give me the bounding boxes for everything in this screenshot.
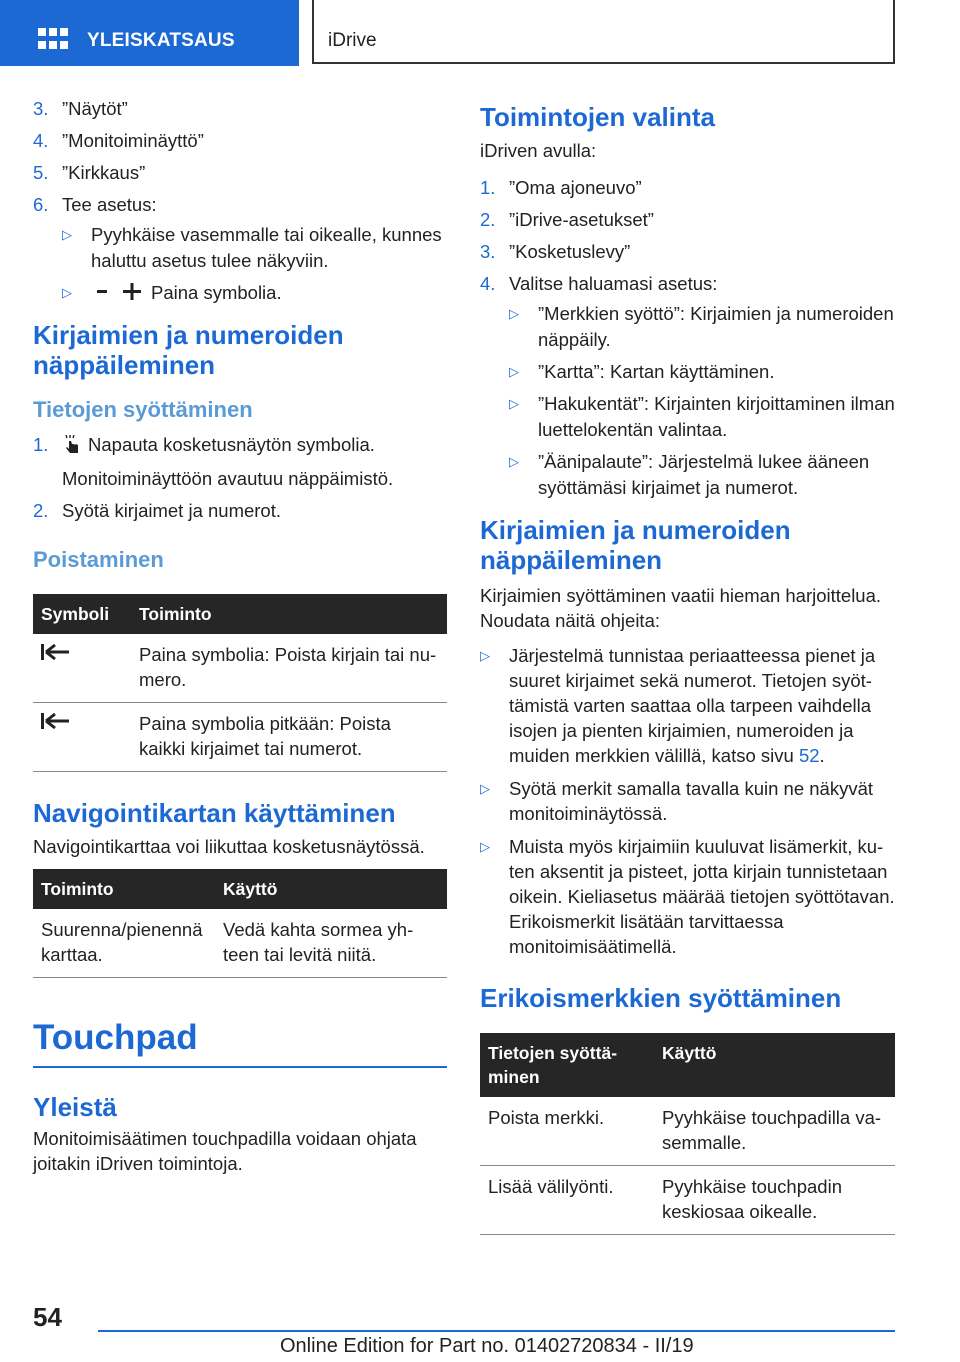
list-item (33, 96, 447, 122)
backspace-icon-cell (33, 703, 131, 772)
bullet-item (480, 834, 895, 959)
heading-poistaminen: Poistaminen (33, 547, 164, 572)
step-text: ”Monitoiminäyttö” (62, 130, 204, 151)
step-text: ”Oma ajoneuvo” (509, 177, 642, 198)
list-item (33, 128, 447, 154)
step-text: ”Näytöt” (62, 98, 128, 119)
step-number: 1. (480, 177, 496, 198)
heading-navigointi: Navigointikartan käyttäminen (33, 798, 396, 828)
bullet-item (62, 222, 447, 274)
table-cell: Poista merkki. (480, 1097, 654, 1166)
bullet-text-end: . (819, 745, 825, 766)
bullet-item (509, 359, 895, 385)
triangle-bullet-icon: ▷ (509, 454, 519, 469)
table-header: Tietojen syöttäminen (480, 1033, 654, 1097)
bullet-item (509, 301, 895, 353)
kirjaimet-intro: Kirjaimien syöttäminen vaatii hieman harjoittelua. Noudata näitä ohjeita: (480, 585, 882, 631)
step-text: ”Kosketuslevy” (509, 241, 631, 262)
divider (33, 1066, 447, 1068)
table-row (33, 703, 447, 772)
table-cell: Pyyhkäise touchpadin keskiosaa oikealle. (654, 1166, 895, 1235)
table-header: Käyttö (654, 1033, 895, 1097)
backspace-icon (41, 642, 71, 662)
step-number: 6. (33, 194, 49, 215)
step-number: 3. (480, 241, 496, 262)
list-item (480, 207, 895, 233)
input-steps-list (33, 432, 447, 524)
navi-intro: Navigointikarttaa voi liikuttaa kosketusnäytössä. (33, 836, 425, 857)
tips-list (480, 643, 895, 959)
tab-yleiskatsaus-label: YLEISKATSAUS (87, 30, 235, 51)
triangle-bullet-icon: ▷ (480, 781, 490, 796)
tab-idrive-label: iDrive (328, 30, 377, 51)
list-item (480, 175, 895, 201)
triangle-bullet-icon: ▷ (509, 364, 519, 379)
table-header: Toiminto (131, 594, 447, 634)
step-number: 4. (33, 130, 49, 151)
table-cell: Vedä kahta sormea yhteen tai levitä niitä. (215, 909, 447, 978)
yleista-text: Monitoimisäätimen touchpadilla voidaan ohjata joitakin iDriven toimintoja. (33, 1128, 417, 1174)
triangle-bullet-icon: ▷ (480, 839, 490, 854)
grid-icon (38, 28, 68, 50)
step-text: ”Kirkkaus” (62, 162, 146, 183)
bullet-item (480, 776, 895, 826)
step-number: 5. (33, 162, 49, 183)
backspace-icon (41, 711, 71, 731)
step-number: 2. (480, 209, 496, 230)
bullet-text: Syötä merkit samalla tavalla kuin ne näkyvät monitoiminäytössä. (509, 778, 874, 824)
bullet-text: Järjestelmä tunnistaa periaatteessa pienet ja suuret kirjaimet sekä numerot. Tietojen syöttämistä varten saattaa olla tarpeen vaihdella isojen ja pienten kirjaimien, numeroiden ja muiden merkkien välillä, katso sivu (509, 645, 876, 766)
delete-table (33, 594, 447, 772)
bullet-text: ”Kartta”: Kartan käyttäminen. (538, 361, 775, 382)
left-column (33, 96, 447, 1176)
heading-kirjaimet: Kirjaimien ja numeroiden näppäileminen (33, 320, 344, 380)
bullet-text: Muista myös kirjaimiin kuuluvat lisämerkit, kuten aksentit ja pisteet, jotta kirjain tunnistetaan oikein. Kieliasetus määrää tietojen syöttötavan. Erikoismerkit lisätään tarvittaessa monitoimisäätimellä. (509, 836, 895, 957)
list-item (33, 498, 447, 524)
heading-tietojen: Tietojen syöttäminen (33, 397, 253, 422)
step-text: ”iDrive-asetukset” (509, 209, 654, 230)
table-row (33, 634, 447, 703)
triangle-bullet-icon: ▷ (62, 285, 72, 300)
triangle-bullet-icon: ▷ (62, 227, 72, 242)
table-cell: Paina symbolia pitkään: Poista kaikki kirjaimet tai numerot. (131, 703, 447, 772)
step-number: 2. (33, 500, 49, 521)
bullet-text: Paina symbolia. (151, 282, 282, 303)
heading-valinta: Toimintojen valinta (480, 102, 715, 132)
bullet-text: ”Hakukentät”: Kirjainten kirjoittaminen ilman luettelokentän valintaa. (538, 393, 895, 440)
table-cell: Paina symbolia: Poista kirjain tai numero. (131, 634, 447, 703)
list-item (33, 192, 447, 306)
right-column (480, 96, 895, 1235)
list-item (480, 239, 895, 265)
bullet-item (509, 391, 895, 443)
step-text: Valitse haluamasi asetus: (509, 273, 718, 294)
table-cell: Lisää välilyönti. (480, 1166, 654, 1235)
tab-idrive[interactable] (312, 0, 895, 64)
triangle-bullet-icon: ▷ (480, 648, 490, 663)
valinta-steps (480, 175, 895, 501)
backspace-icon-cell (33, 634, 131, 703)
steps-list (33, 96, 447, 306)
step-text: Tee asetus: (62, 194, 157, 215)
table-header: Symboli (33, 594, 131, 634)
heading-yleista: Yleistä (33, 1092, 117, 1122)
table-row (480, 1166, 895, 1235)
edition-text: Online Edition for Part no. 01402720834 - II/19 (280, 1335, 694, 1357)
step-number: 4. (480, 273, 496, 294)
bullet-item (62, 280, 447, 306)
table-header: Käyttö (215, 869, 447, 909)
triangle-bullet-icon: ▷ (509, 306, 519, 321)
table-header: Toiminto (33, 869, 215, 909)
header-tabs (0, 0, 960, 66)
triangle-bullet-icon: ▷ (509, 396, 519, 411)
step-number: 1. (33, 434, 49, 455)
page-number: 54 (33, 1302, 62, 1332)
valinta-intro: iDriven avulla: (480, 140, 597, 161)
table-header-row (33, 594, 447, 634)
special-table (480, 1033, 895, 1235)
heading-touchpad: Touchpad (33, 1018, 198, 1057)
bullet-list (509, 301, 895, 501)
bullet-text: Pyyhkäise vasemmalle tai oikealle, kunnes haluttu asetus tulee näkyviin. (91, 224, 442, 271)
table-header-row (33, 869, 447, 909)
table-header-row (480, 1033, 895, 1097)
footer-divider (98, 1330, 895, 1332)
heading-kirjaimet-right: Kirjaimien ja numeroiden näppäileminen (480, 515, 791, 575)
bullet-list (62, 222, 447, 306)
table-cell: Pyyhkäise touchpadilla vasemmalle. (654, 1097, 895, 1166)
table-row (480, 1097, 895, 1166)
step-text: Napauta kosketusnäytön symbolia. (88, 434, 375, 455)
step-text: Syötä kirjaimet ja numerot. (62, 500, 282, 521)
list-item (33, 160, 447, 186)
bullet-item (480, 643, 895, 768)
step-number: 3. (33, 98, 49, 119)
page-link[interactable]: 52 (798, 745, 820, 766)
list-item (480, 271, 895, 501)
touch-hand-icon (62, 435, 82, 453)
heading-erikoismerkit: Erikoismerkkien syöttäminen (480, 983, 842, 1013)
bullet-item (509, 449, 895, 501)
list-item (33, 432, 447, 492)
minus-plus-icon (95, 283, 145, 301)
bullet-text: ”Äänipalaute”: Järjestelmä lukee ääneen syöttämäsi kirjaimet ja numerot. (538, 451, 870, 498)
navi-table (33, 869, 447, 978)
table-cell: Suurenna/pienennä karttaa. (33, 909, 215, 978)
tab-yleiskatsaus[interactable] (0, 0, 299, 66)
table-row (33, 909, 447, 978)
bullet-text: ”Merkkien syöttö”: Kirjaimien ja numeroiden näppäily. (538, 303, 894, 350)
step-subtext: Monitoiminäyttöön avautuu näppäimistö. (62, 468, 394, 489)
